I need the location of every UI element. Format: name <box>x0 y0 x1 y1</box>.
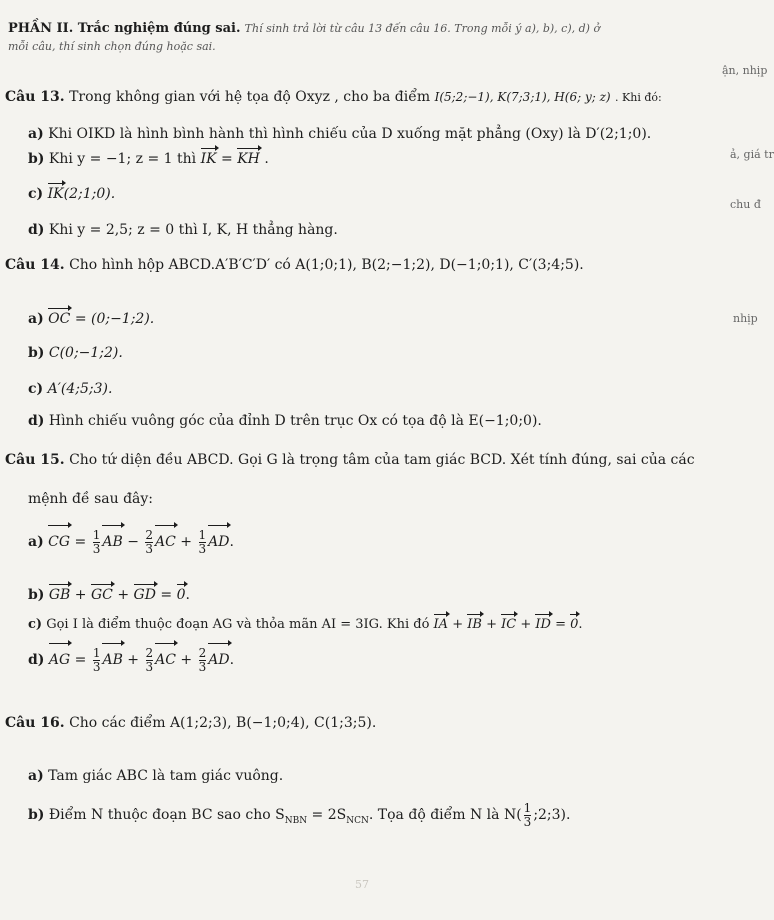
question-15-stem <box>5 451 695 469</box>
section-intro-a: Thí sinh trả lời từ câu 13 đến câu 16. Trong mỗi ý a), b), c), d) ở <box>244 22 601 35</box>
margin-fragment: chu đ <box>730 198 761 211</box>
vector: KH <box>237 151 260 167</box>
option-label: c) <box>28 381 44 397</box>
question-16-label: Câu 16. <box>5 715 65 731</box>
vector: IB <box>467 617 482 632</box>
option-label: b) <box>28 345 45 361</box>
vector: ID <box>535 617 551 632</box>
fraction: $\frac{1}{3}$ <box>523 800 532 829</box>
section-intro-b: mỗi câu, thí sinh chọn đúng hoặc sai. <box>8 40 216 53</box>
vector: GB <box>48 587 71 603</box>
question-15-option-a: a) CG = $\frac{1}{3}$ AB − $\frac{2}{3}$ AC + $\frac{1}{3}$ AD. <box>28 527 234 556</box>
fraction: $\frac{1}{3}$ <box>92 645 101 674</box>
vector: AC <box>155 645 176 675</box>
option-label: a) <box>28 126 44 142</box>
question-13-points: I(5;2;−1), K(7;3;1), H(6; y; z) <box>434 90 611 104</box>
question-13-option-c <box>28 185 115 203</box>
margin-fragment: ận, nhịp <box>722 64 768 77</box>
option-text: Tam giác ABC là tam giác vuông. <box>48 768 284 784</box>
punct: . <box>264 151 269 167</box>
vector: AB <box>102 645 122 675</box>
vector: IK <box>47 186 64 202</box>
question-13-label: Câu 13. <box>5 89 65 105</box>
zero-vector: 0 <box>570 617 579 632</box>
question-15-stem-2: mệnh đề sau đây: <box>28 491 154 507</box>
option-label: c) <box>28 186 44 202</box>
equals: = <box>221 151 233 167</box>
vector: AD <box>208 645 229 675</box>
question-14-option-a <box>28 310 154 328</box>
vector: AD <box>208 527 229 557</box>
question-15-option-d: d) AG = $\frac{1}{3}$ AB + $\frac{2}{3}$ AC + $\frac{2}{3}$ AD. <box>28 645 235 674</box>
option-text: Khi y = 2,5; z = 0 thì I, K, H thẳng hàng. <box>48 222 338 238</box>
vector: OC <box>48 311 71 327</box>
vector: CG <box>48 527 70 557</box>
margin-fragment: ả, giá tr <box>730 148 774 161</box>
option-label: d) <box>28 222 45 238</box>
option-text: Khi OIKD là hình bình hành thì hình chiếu của D xuống mặt phẳng (Oxy) là D′(2;1;0). <box>48 126 652 142</box>
question-14-option-d <box>28 412 542 430</box>
vector: AC <box>155 527 176 557</box>
option-label: b) <box>28 151 45 167</box>
fraction: $\frac{1}{3}$ <box>92 527 101 556</box>
question-14-option-b <box>28 344 123 362</box>
question-15-option-b: b) GB + GC + GD = 0. <box>28 587 190 603</box>
question-15-label: Câu 15. <box>5 452 65 468</box>
vector: GC <box>91 587 113 603</box>
question-16-text: Cho các điểm A(1;2;3), B(−1;0;4), C(1;3;5). <box>69 715 377 731</box>
page-mark: 57 <box>355 878 369 891</box>
section-header <box>8 20 600 38</box>
fraction: $\frac{2}{3}$ <box>198 645 207 674</box>
option-label: a) <box>28 311 44 327</box>
question-14-label: Câu 14. <box>5 257 65 273</box>
question-16-option-b: b) Điểm N thuộc đoạn BC sao cho $S_{NBN} = 2S_{NCN}$. Tọa độ điểm N là N( $\frac{1}{3}$ ;2;3). <box>28 800 571 829</box>
question-13-text: Trong không gian với hệ tọa độ Oxyz , cho ba điểm <box>69 89 431 105</box>
question-13-stem <box>5 88 662 107</box>
zero-vector: 0 <box>176 587 186 603</box>
fraction: $\frac{2}{3}$ <box>145 645 154 674</box>
option-label: d) <box>28 652 45 668</box>
question-14-text: Cho hình hộp ABCD.A′B′C′D′ có A(1;0;1), B(2;−1;2), D(−1;0;1), C′(3;4;5). <box>69 257 584 273</box>
question-16-stem <box>5 714 376 732</box>
option-text: (2;1;0). <box>63 186 116 202</box>
question-15-text: Cho tứ diện đều ABCD. Gọi G là trọng tâm của tam giác BCD. Xét tính đúng, sai của các <box>69 452 695 468</box>
option-text: A′(4;5;3). <box>47 381 113 397</box>
vector: AB <box>102 527 122 557</box>
question-14-stem <box>5 256 584 274</box>
question-13-end: . Khi đó: <box>615 91 662 104</box>
vector: IK <box>200 151 217 167</box>
vector: IC <box>501 617 517 632</box>
option-text: C(0;−1;2). <box>48 345 123 361</box>
vector: AG <box>49 645 70 675</box>
question-13-option-d <box>28 221 338 239</box>
option-text: = (0;−1;2). <box>74 311 155 327</box>
question-14-option-c <box>28 380 112 398</box>
fraction: $\frac{2}{3}$ <box>145 527 154 556</box>
option-text: Khi y = −1; z = 1 thì <box>48 151 197 167</box>
margin-fragment: nhịp <box>733 312 758 325</box>
vector: GD <box>133 587 156 603</box>
option-label: d) <box>28 413 45 429</box>
question-13-option-a <box>28 125 651 143</box>
option-text: Điểm N thuộc đoạn BC sao cho S <box>48 807 285 823</box>
option-text: Gọi I là điểm thuộc đoạn AG và thỏa mãn AI = 3IG. Khi đó <box>46 617 430 632</box>
option-label: a) <box>28 768 44 784</box>
question-16-option-a <box>28 767 283 785</box>
option-text: Hình chiếu vuông góc của đỉnh D trên trục Ox có tọa độ là E(−1;0;0). <box>48 413 542 429</box>
option-label: c) <box>28 617 43 632</box>
option-label: b) <box>28 587 45 603</box>
option-label: b) <box>28 807 45 823</box>
vector: IA <box>433 617 449 632</box>
option-label: a) <box>28 534 44 550</box>
fraction: $\frac{1}{3}$ <box>198 527 207 556</box>
section-title: PHẦN II. Trắc nghiệm đúng sai. <box>8 21 241 36</box>
question-13-option-b <box>28 150 269 168</box>
question-15-option-c: c) Gọi I là điểm thuộc đoạn AG và thỏa mãn AI = 3IG. Khi đó IA + IB + IC + ID = 0. <box>28 617 583 632</box>
